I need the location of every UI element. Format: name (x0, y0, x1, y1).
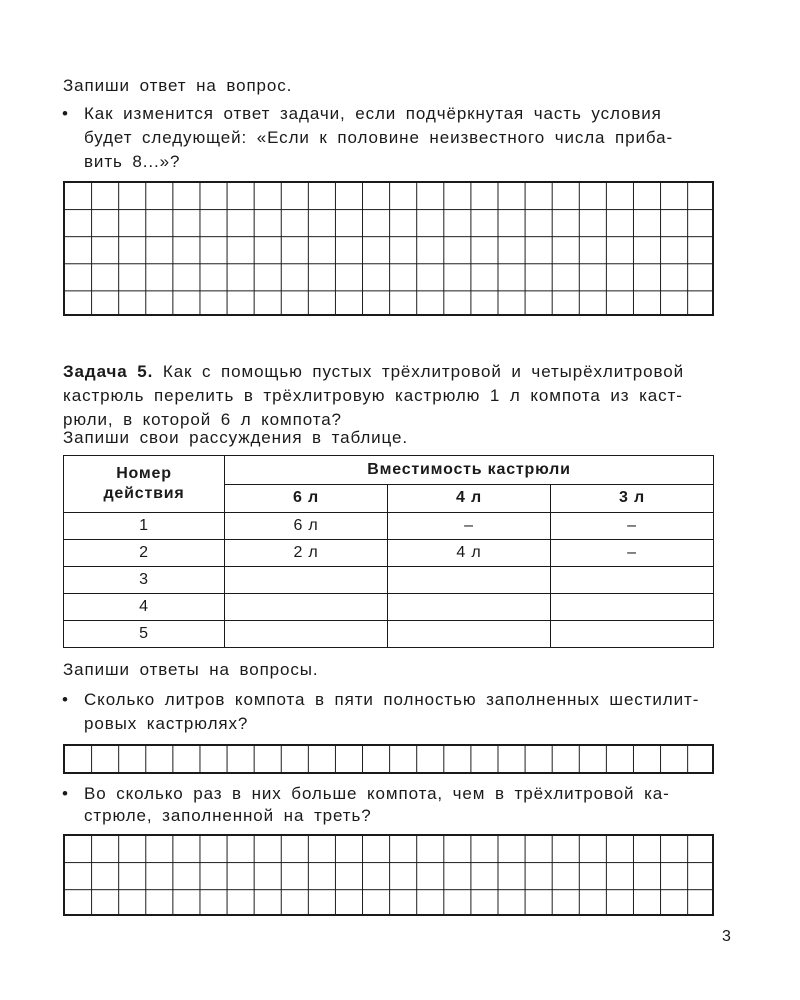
bullet-icon: • (62, 784, 68, 803)
cell-6l[interactable] (225, 594, 388, 621)
question-text-line: вить 8...»? (84, 152, 181, 171)
cell-4l[interactable]: – (387, 513, 550, 540)
task-statement-line (63, 362, 684, 382)
bullet-icon: • (62, 104, 68, 123)
cell-4l[interactable] (387, 594, 550, 621)
cell-4l[interactable]: 4 л (387, 540, 550, 567)
cell-3l[interactable] (550, 621, 713, 648)
column-header-number (64, 456, 225, 513)
instruction-text: Запиши ответ на вопрос. (63, 76, 293, 95)
answer-grid[interactable] (63, 744, 714, 774)
question-text-line: будет следующей: «Если к половине неизвестного числа приба- (84, 128, 674, 147)
task-instruction: Запиши свои рассуждения в таблице. (63, 428, 408, 447)
question-text-line: Во сколько раз в них больше компота, чем в трёхлитровой ка- (84, 784, 670, 803)
question-text-line: Сколько литров компота в пяти полностью заполненных шестилит- (84, 690, 700, 709)
column-header-6l: 6 л (225, 484, 388, 513)
task-statement-line: рюли, в которой 6 л компота? (63, 410, 342, 429)
column-header-4l: 4 л (387, 484, 550, 513)
page-number: 3 (722, 928, 731, 945)
task-label: Задача 5. (63, 362, 154, 381)
table-row (64, 594, 714, 621)
header-text: действия (103, 485, 185, 502)
row-number: 1 (64, 513, 225, 540)
instruction-text: Запиши ответы на вопросы. (63, 660, 319, 679)
cell-3l[interactable]: – (550, 513, 713, 540)
task-statement-line: кастрюль перелить в трёхлитровую кастрюлю 1 л компота из каст- (63, 386, 683, 405)
answer-grid[interactable] (63, 181, 714, 316)
table-row (64, 540, 714, 567)
task-text: Как с помощью пустых трёхлитровой и четырёхлитровой (153, 362, 684, 381)
row-number: 2 (64, 540, 225, 567)
question-text-line: ровых кастрюлях? (84, 714, 249, 733)
table-row (64, 621, 714, 648)
cell-4l[interactable] (387, 567, 550, 594)
cell-6l[interactable]: 6 л (225, 513, 388, 540)
question-text-line: стрюле, заполненной на треть? (84, 806, 372, 825)
row-number: 5 (64, 621, 225, 648)
bullet-icon: • (62, 690, 68, 709)
row-number: 3 (64, 567, 225, 594)
table-row (64, 513, 714, 540)
cell-3l[interactable] (550, 567, 713, 594)
cell-4l[interactable] (387, 621, 550, 648)
row-number: 4 (64, 594, 225, 621)
cell-6l[interactable] (225, 567, 388, 594)
cell-6l[interactable] (225, 621, 388, 648)
reasoning-table (63, 455, 714, 648)
table-row (64, 567, 714, 594)
column-header-3l: 3 л (550, 484, 713, 513)
cell-3l[interactable]: – (550, 540, 713, 567)
header-text: Номер (116, 465, 172, 482)
question-text-line: Как изменится ответ задачи, если подчёркнутая часть условия (84, 104, 662, 123)
answer-grid[interactable] (63, 834, 714, 916)
cell-6l[interactable]: 2 л (225, 540, 388, 567)
column-header-capacity: Вместимость кастрюли (225, 456, 714, 485)
cell-3l[interactable] (550, 594, 713, 621)
